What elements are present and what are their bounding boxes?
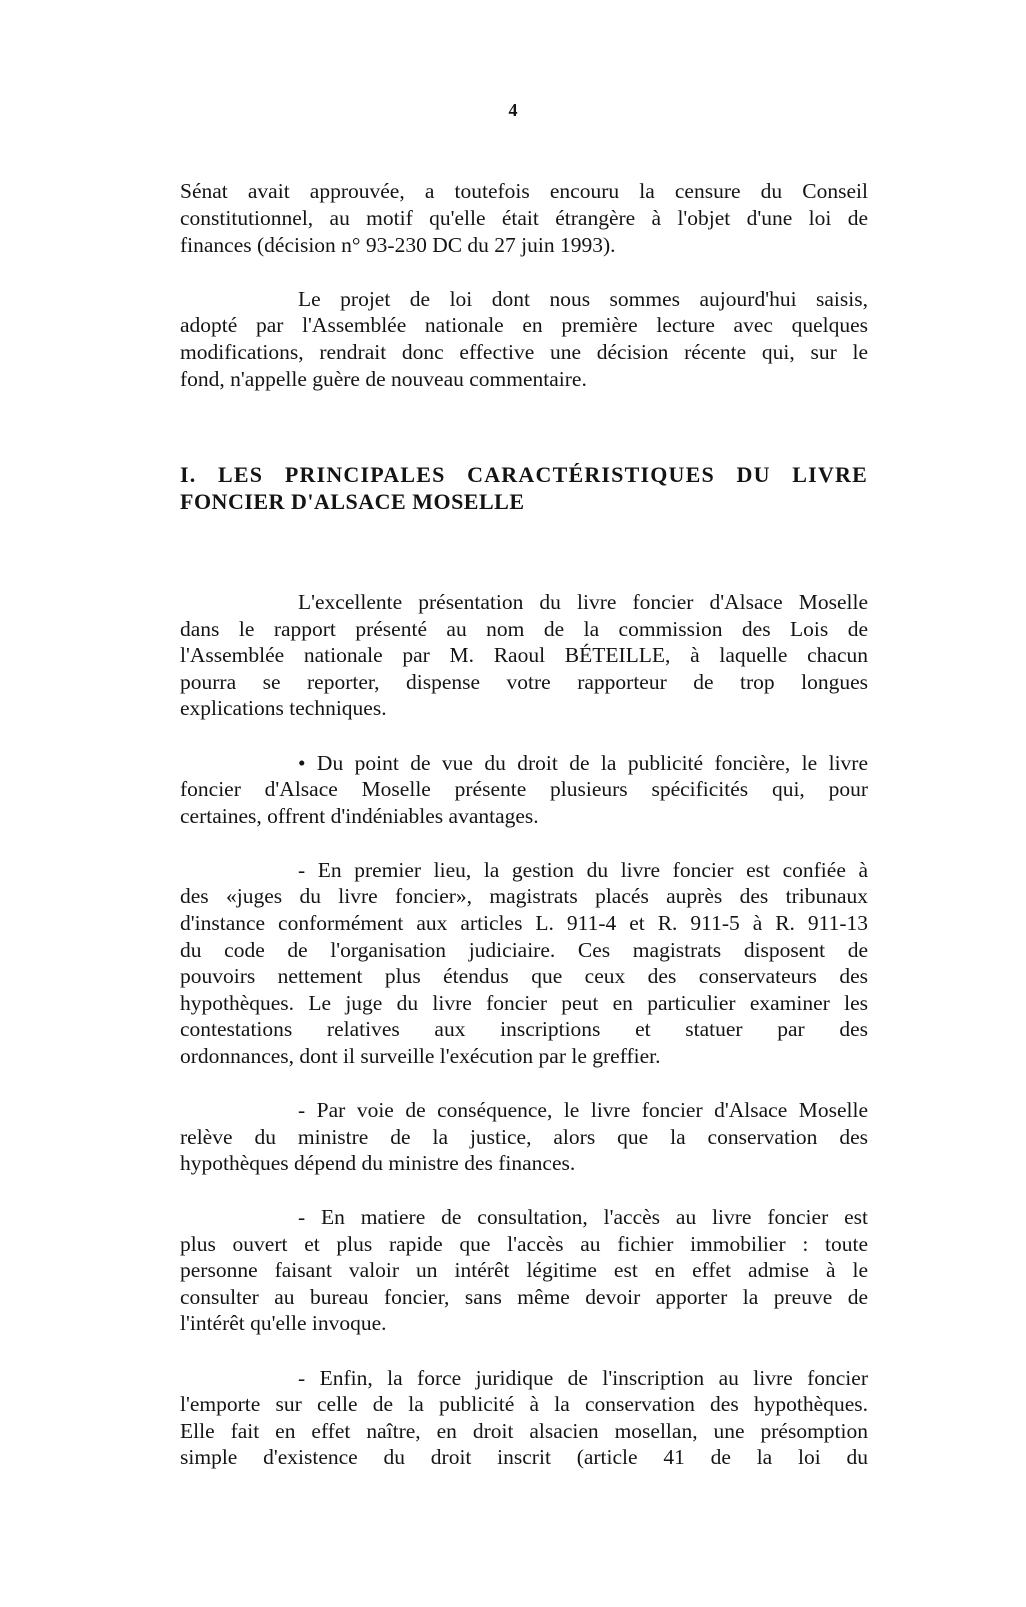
- text-line: pouvoirs nettement plus étendus que ceux des conservateurs des: [180, 964, 868, 988]
- text-line: dans le rapport présenté au nom de la commission des Lois de: [180, 617, 868, 641]
- text-line: Sénat avait approuvée, a toutefois encouru la censure du Conseil: [180, 179, 868, 203]
- text-line: constitutionnel, au motif qu'elle était étrangère à l'objet d'une loi de: [180, 206, 868, 230]
- heading-line: I. LES PRINCIPALES CARACTÉRISTIQUES DU LIVRE: [180, 462, 868, 487]
- text-line: plus ouvert et plus rapide que l'accès au fichier immobilier : toute: [180, 1232, 868, 1256]
- text-line: L'excellente présentation du livre foncier d'Alsace Moselle: [298, 590, 868, 614]
- text-line: finances (décision n° 93-230 DC du 27 juin 1993).: [180, 233, 616, 257]
- text-line: du code de l'organisation judiciaire. Ces magistrats disposent de: [180, 938, 868, 962]
- text-line: - En matiere de consultation, l'accès au livre foncier est: [298, 1205, 868, 1229]
- text-line: - En premier lieu, la gestion du livre foncier est confiée à: [298, 858, 868, 882]
- text-line: pourra se reporter, dispense votre rapporteur de trop longues: [180, 670, 868, 694]
- text-line: • Du point de vue du droit de la publicité foncière, le livre: [298, 751, 868, 775]
- text-line: explications techniques.: [180, 696, 387, 720]
- text-line: contestations relatives aux inscriptions et statuer par des: [180, 1017, 868, 1041]
- text-line: fond, n'appelle guère de nouveau commentaire.: [180, 367, 587, 391]
- text-line: certaines, offrent d'indéniables avantages.: [180, 804, 539, 828]
- text-line: des «juges du livre foncier», magistrats placés auprès des tribunaux: [180, 884, 868, 908]
- text-line: Elle fait en effet naître, en droit alsacien mosellan, une présomption: [180, 1419, 868, 1443]
- text-line: l'emporte sur celle de la publicité à la conservation des hypothèques.: [180, 1392, 868, 1416]
- text-line: consulter au bureau foncier, sans même devoir apporter la preuve de: [180, 1285, 868, 1309]
- text-line: hypothèques dépend du ministre des finances.: [180, 1151, 576, 1175]
- text-line: simple d'existence du droit inscrit (article 41 de la loi du: [180, 1445, 868, 1469]
- text-line: l'intérêt qu'elle invoque.: [180, 1311, 387, 1335]
- text-line: - Par voie de conséquence, le livre foncier d'Alsace Moselle: [298, 1098, 868, 1122]
- text-line: relève du ministre de la justice, alors que la conservation des: [180, 1125, 868, 1149]
- text-line: Le projet de loi dont nous sommes aujourd'hui saisis,: [298, 287, 868, 311]
- heading-line: FONCIER D'ALSACE MOSELLE: [180, 489, 525, 514]
- text-line: modifications, rendrait donc effective une décision récente qui, sur le: [180, 340, 868, 364]
- text-line: ordonnances, dont il surveille l'exécution par le greffier.: [180, 1044, 661, 1068]
- text-line: foncier d'Alsace Moselle présente plusieurs spécificités qui, pour: [180, 777, 868, 801]
- text-line: hypothèques. Le juge du livre foncier peut en particulier examiner les: [180, 991, 868, 1015]
- page-number: 4: [508, 100, 518, 120]
- text-line: d'instance conformément aux articles L. 911-4 et R. 911-5 à R. 911-13: [180, 911, 868, 935]
- text-line: adopté par l'Assemblée nationale en première lecture avec quelques: [180, 313, 868, 337]
- text-line: - Enfin, la force juridique de l'inscription au livre foncier: [298, 1366, 868, 1390]
- text-line: personne faisant valoir un intérêt légitime est en effet admise à le: [180, 1258, 868, 1282]
- text-line: l'Assemblée nationale par M. Raoul BÉTEILLE, à laquelle chacun: [180, 643, 868, 667]
